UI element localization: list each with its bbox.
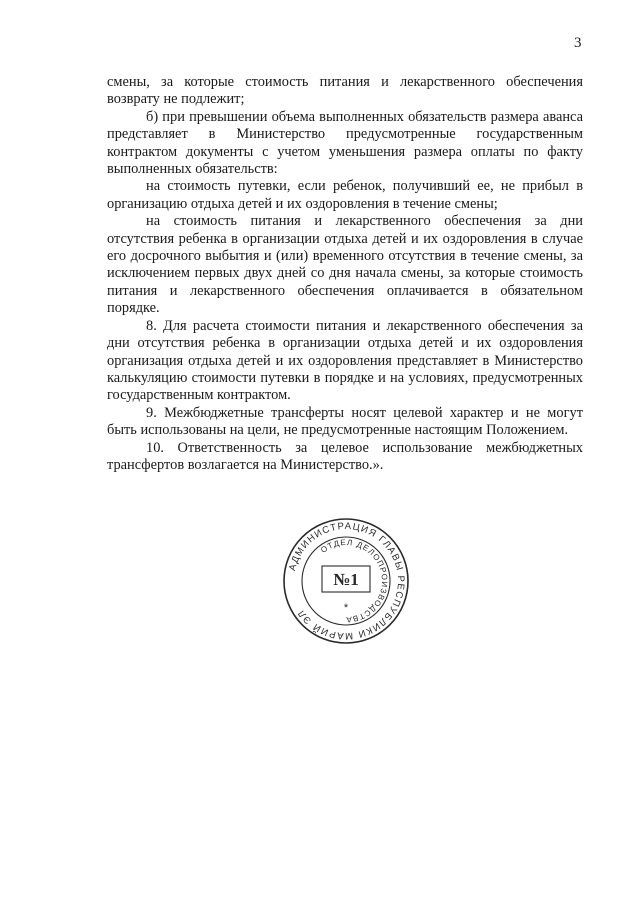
stamp-seal-graphic (282, 517, 410, 645)
paragraph-meal-cost: на стоимость питания и лекарственного обеспечения за дни отсутствия ребенка в организации отдыха детей и их оздоровления в случае его досрочного выбытия и (или) временного отсутствия в течение смены, за исключением первых двух дней со дня начала смены, за которые стоимость питания и лекарственного обеспечения оплачивается в обязательном порядке. (107, 213, 583, 317)
stamp-star-icon: * (343, 602, 349, 614)
paragraph-item-b: б) при превышении объема выполненных обязательств размера аванса представляет в Министерство предусмотренные государственным контрактом документы с учетом уменьшения размера оплаты по факту выполненных обязательств: (107, 108, 583, 178)
stamp-number: №1 (333, 570, 359, 589)
document-body (107, 74, 583, 474)
paragraph-continuation: смены, за которые стоимость питания и лекарственного обеспечения возврату не подлежит; (107, 74, 583, 108)
paragraph-item-9: 9. Межбюджетные трансферты носят целевой характер и не могут быть использованы на цели, не предусмотренные настоящим Положением. (107, 404, 583, 439)
paragraph-item-8: 8. Для расчета стоимости питания и лекарственного обеспечения за дни отсутствия ребенка в организации отдыха детей и их оздоровления организация отдыха детей и их оздоровления представляет в Министерство калькуляцию стоимости путевки в порядке и на условиях, предусмотренных государственным контрактом. (107, 317, 583, 404)
paragraph-voucher-cost: на стоимость путевки, если ребенок, получивший ее, не прибыл в организацию отдыха детей и их оздоровления в течение смены; (107, 178, 583, 212)
stamp-outer-text: АДМИНИСТРАЦИЯ ГЛАВЫ РЕСПУБЛИКИ МАРИЙ ЭЛ (287, 520, 407, 642)
official-stamp (282, 517, 410, 645)
stamp-inner-text: ОТДЕЛ ДЕЛОПРОИЗВОДСТВА (319, 537, 390, 625)
paragraph-item-10: 10. Ответственность за целевое использование межбюджетных трансфертов возлагается на Министерство.». (107, 439, 583, 473)
page-number: 3 (574, 35, 582, 51)
